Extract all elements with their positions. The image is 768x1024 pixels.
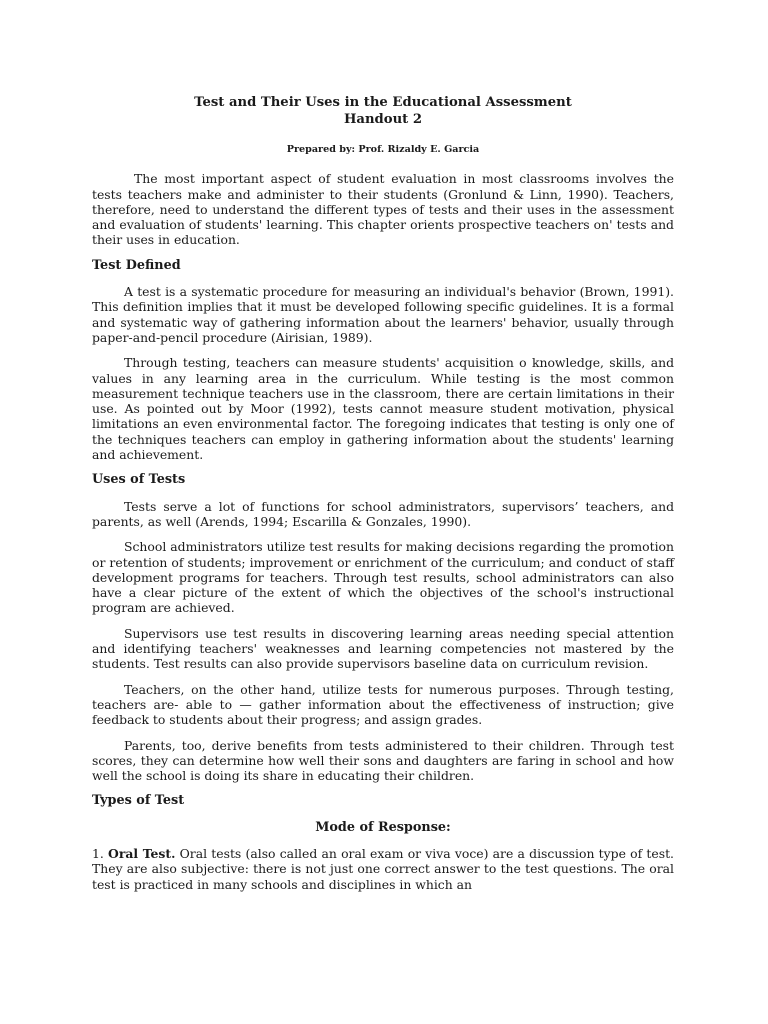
byline: Prepared by: Prof. Rizaldy E. Garcia bbox=[286, 144, 480, 155]
intro-paragraph: The most important aspect of student evaluation in most classrooms involves the tests teachers make and administer to their students (Gronlund & Linn, 1990). Teachers, therefore, need to understand the different types of tests and their uses in the assessment and evaluation of students' learning. This chapter orients prospective teachers on' tests and their uses in education. bbox=[92, 171, 674, 248]
heading-types-of-test: Types of Test bbox=[92, 793, 185, 809]
heading-test-defined: Test Defined bbox=[92, 257, 181, 273]
document-title bbox=[92, 94, 674, 128]
paragraph: A test is a systematic procedure for measuring an individual's behavior (Brown, 1991). This definition implies that it must be developed following specific guidelines. It is a formal and systematic way of gathering information about the learners' behavior, usually through paper-and-pencil procedure (Airisian, 1989). bbox=[92, 284, 674, 345]
paragraph: Tests serve a lot of functions for school administrators, supervisors’ teachers, and parents, as well (Arends, 1994; Escarilla & Gonzales, 1990). bbox=[92, 498, 674, 529]
paragraph: Supervisors use test results in discovering learning areas needing special attention and identifying teachers' weaknesses and learning competencies not mastered by the students. Test results can also provide supervisors baseline data on curriculum revision. bbox=[92, 625, 674, 672]
heading-uses-of-tests: Uses of Tests bbox=[92, 472, 186, 488]
list-item-oral-test bbox=[92, 846, 674, 892]
paragraph: Through testing, teachers can measure students' acquisition o knowledge, skills, and values in any learning area in the curriculum. While testing is the most common measurement technique teachers use in the classroom, there are certain limitations in their use. As pointed out by Moor (1992), tests cannot measure student motivation, physical limitations an even environmental factor. The foregoing indicates that testing is only one of the techniques teachers can employ in gathering information about the students' learning and achievement. bbox=[92, 355, 674, 463]
paragraph: Parents, too, derive benefits from tests administered to their children. Through test scores, they can determine how well their sons and daughters are faring in school and how well the school is doing its share in educating their children. bbox=[92, 737, 674, 784]
item-term: Oral Test. bbox=[108, 845, 176, 861]
title-line-2: Handout 2 bbox=[343, 112, 423, 127]
paragraph: School administrators utilize test results for making decisions regarding the promotion or retention of students; improvement or enrichment of the curriculum; and conduct of staff development programs for teachers. Through test results, school administrators can also have a clear picture of the extent of which the objectives of the school's instructional program are achieved. bbox=[92, 539, 674, 616]
title-line-1: Test and Their Uses in the Educational Assessment bbox=[194, 95, 572, 110]
subheading-mode-of-response: Mode of Response: bbox=[315, 819, 451, 835]
handout-page bbox=[92, 94, 674, 902]
paragraph: Teachers, on the other hand, utilize tests for numerous purposes. Through testing, teachers are- able to — gather information about the effectiveness of instruction; give feedback to students about their progress; and assign grades. bbox=[92, 681, 674, 728]
item-number: 1. bbox=[92, 845, 109, 861]
item-text: Oral tests (also called an oral exam or viva voce) are a discussion type of test. They are also subjective: there is not just one correct answer to the test questions. The oral test is practiced in many schools and disciplines in which an bbox=[92, 845, 674, 892]
